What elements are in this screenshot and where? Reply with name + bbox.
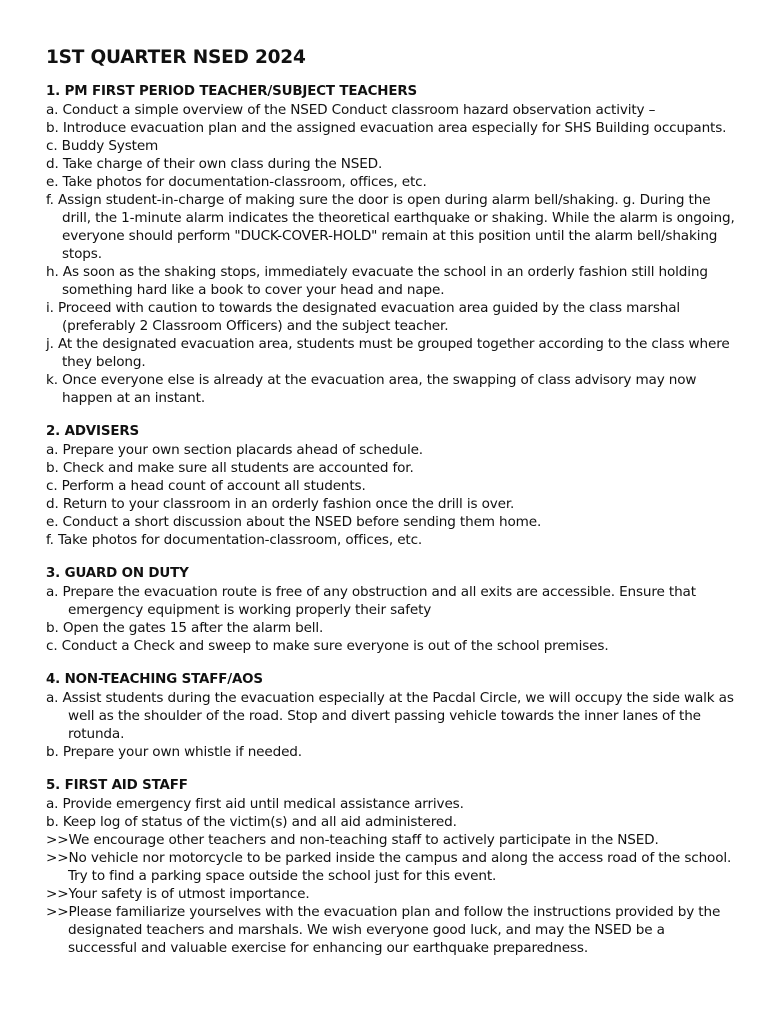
list-item: b. Check and make sure all students are accounted for. [46,460,414,476]
note-item: >>No vehicle nor motorcycle to be parked inside the campus and along the access road of the school. Try to find a parking space outside the school just for this event. [46,850,732,884]
list-item: d. Take charge of their own class during the NSED. [46,156,383,172]
list-item: a. Conduct a simple overview of the NSED Conduct classroom hazard observation activity – [46,102,656,118]
list-item: c. Perform a head count of account all students. [46,478,366,494]
section-advisers [46,423,736,549]
section-heading: 4. NON-TEACHING STAFF/AOS [46,672,263,687]
note-item: >>Your safety is of utmost importance. [46,886,310,902]
list-item: c. Conduct a Check and sweep to make sure everyone is out of the school premises. [46,638,609,654]
list-item: a. Prepare your own section placards ahead of schedule. [46,442,423,458]
section-heading: 1. PM FIRST PERIOD TEACHER/SUBJECT TEACHERS [46,84,417,99]
list-item: b. Prepare your own whistle if needed. [46,744,302,760]
document-title: 1ST QUARTER NSED 2024 [46,47,306,68]
list-item: h. As soon as the shaking stops, immediately evacuate the school in an orderly fashion still holding something hard like a book to cover your head and nape. [46,264,708,298]
list-item: i. Proceed with caution to towards the designated evacuation area guided by the class marshal (preferably 2 Classroom Officers) and the subject teacher. [46,300,681,334]
section-heading: 3. GUARD ON DUTY [46,566,189,581]
section-teachers [46,83,736,407]
list-item: f. Take photos for documentation-classroom, offices, etc. [46,532,423,548]
list-item: a. Assist students during the evacuation especially at the Pacdal Circle, we will occupy the side walk as well as the shoulder of the road. Stop and divert passing vehicle towards the inner lanes of the rotunda. [46,690,734,742]
document-body [46,83,736,973]
note-item: >>We encourage other teachers and non-teaching staff to actively participate in the NSED. [46,832,659,848]
list-item: d. Return to your classroom in an orderly fashion once the drill is over. [46,496,515,512]
section-heading: 2. ADVISERS [46,424,139,439]
section-non-teaching-staff [46,671,736,761]
list-item: e. Conduct a short discussion about the NSED before sending them home. [46,514,542,530]
section-guard-on-duty [46,565,736,655]
section-heading: 5. FIRST AID STAFF [46,778,188,793]
note-item: >>Please familiarize yourselves with the evacuation plan and follow the instructions provided by the designated teachers and marshals. We wish everyone good luck, and may the NSED be a successful and valuable exercise for enhancing our earthquake preparedness. [46,904,721,956]
list-item: j. At the designated evacuation area, students must be grouped together according to the class where they belong. [46,336,730,370]
list-item: b. Open the gates 15 after the alarm bell. [46,620,324,636]
list-item: k. Once everyone else is already at the evacuation area, the swapping of class advisory may now happen at an instant. [46,372,697,406]
list-item: b. Introduce evacuation plan and the assigned evacuation area especially for SHS Building occupants. [46,120,727,136]
section-first-aid-staff [46,777,736,957]
list-item: e. Take photos for documentation-classroom, offices, etc. [46,174,427,190]
list-item: b. Keep log of status of the victim(s) and all aid administered. [46,814,457,830]
list-item: c. Buddy System [46,138,159,154]
list-item: a. Provide emergency first aid until medical assistance arrives. [46,796,464,812]
list-item: f. Assign student-in-charge of making sure the door is open during alarm bell/shaking. g. During the drill, the 1-minute alarm indicates the theoretical earthquake or shaking. While the alarm is ongoing, everyone should perform "DUCK-COVER-HOLD" remain at this position until the alarm bell/shaking stops. [46,192,735,262]
list-item: a. Prepare the evacuation route is free of any obstruction and all exits are accessible. Ensure that emergency equipment is working properly their safety [46,584,696,618]
